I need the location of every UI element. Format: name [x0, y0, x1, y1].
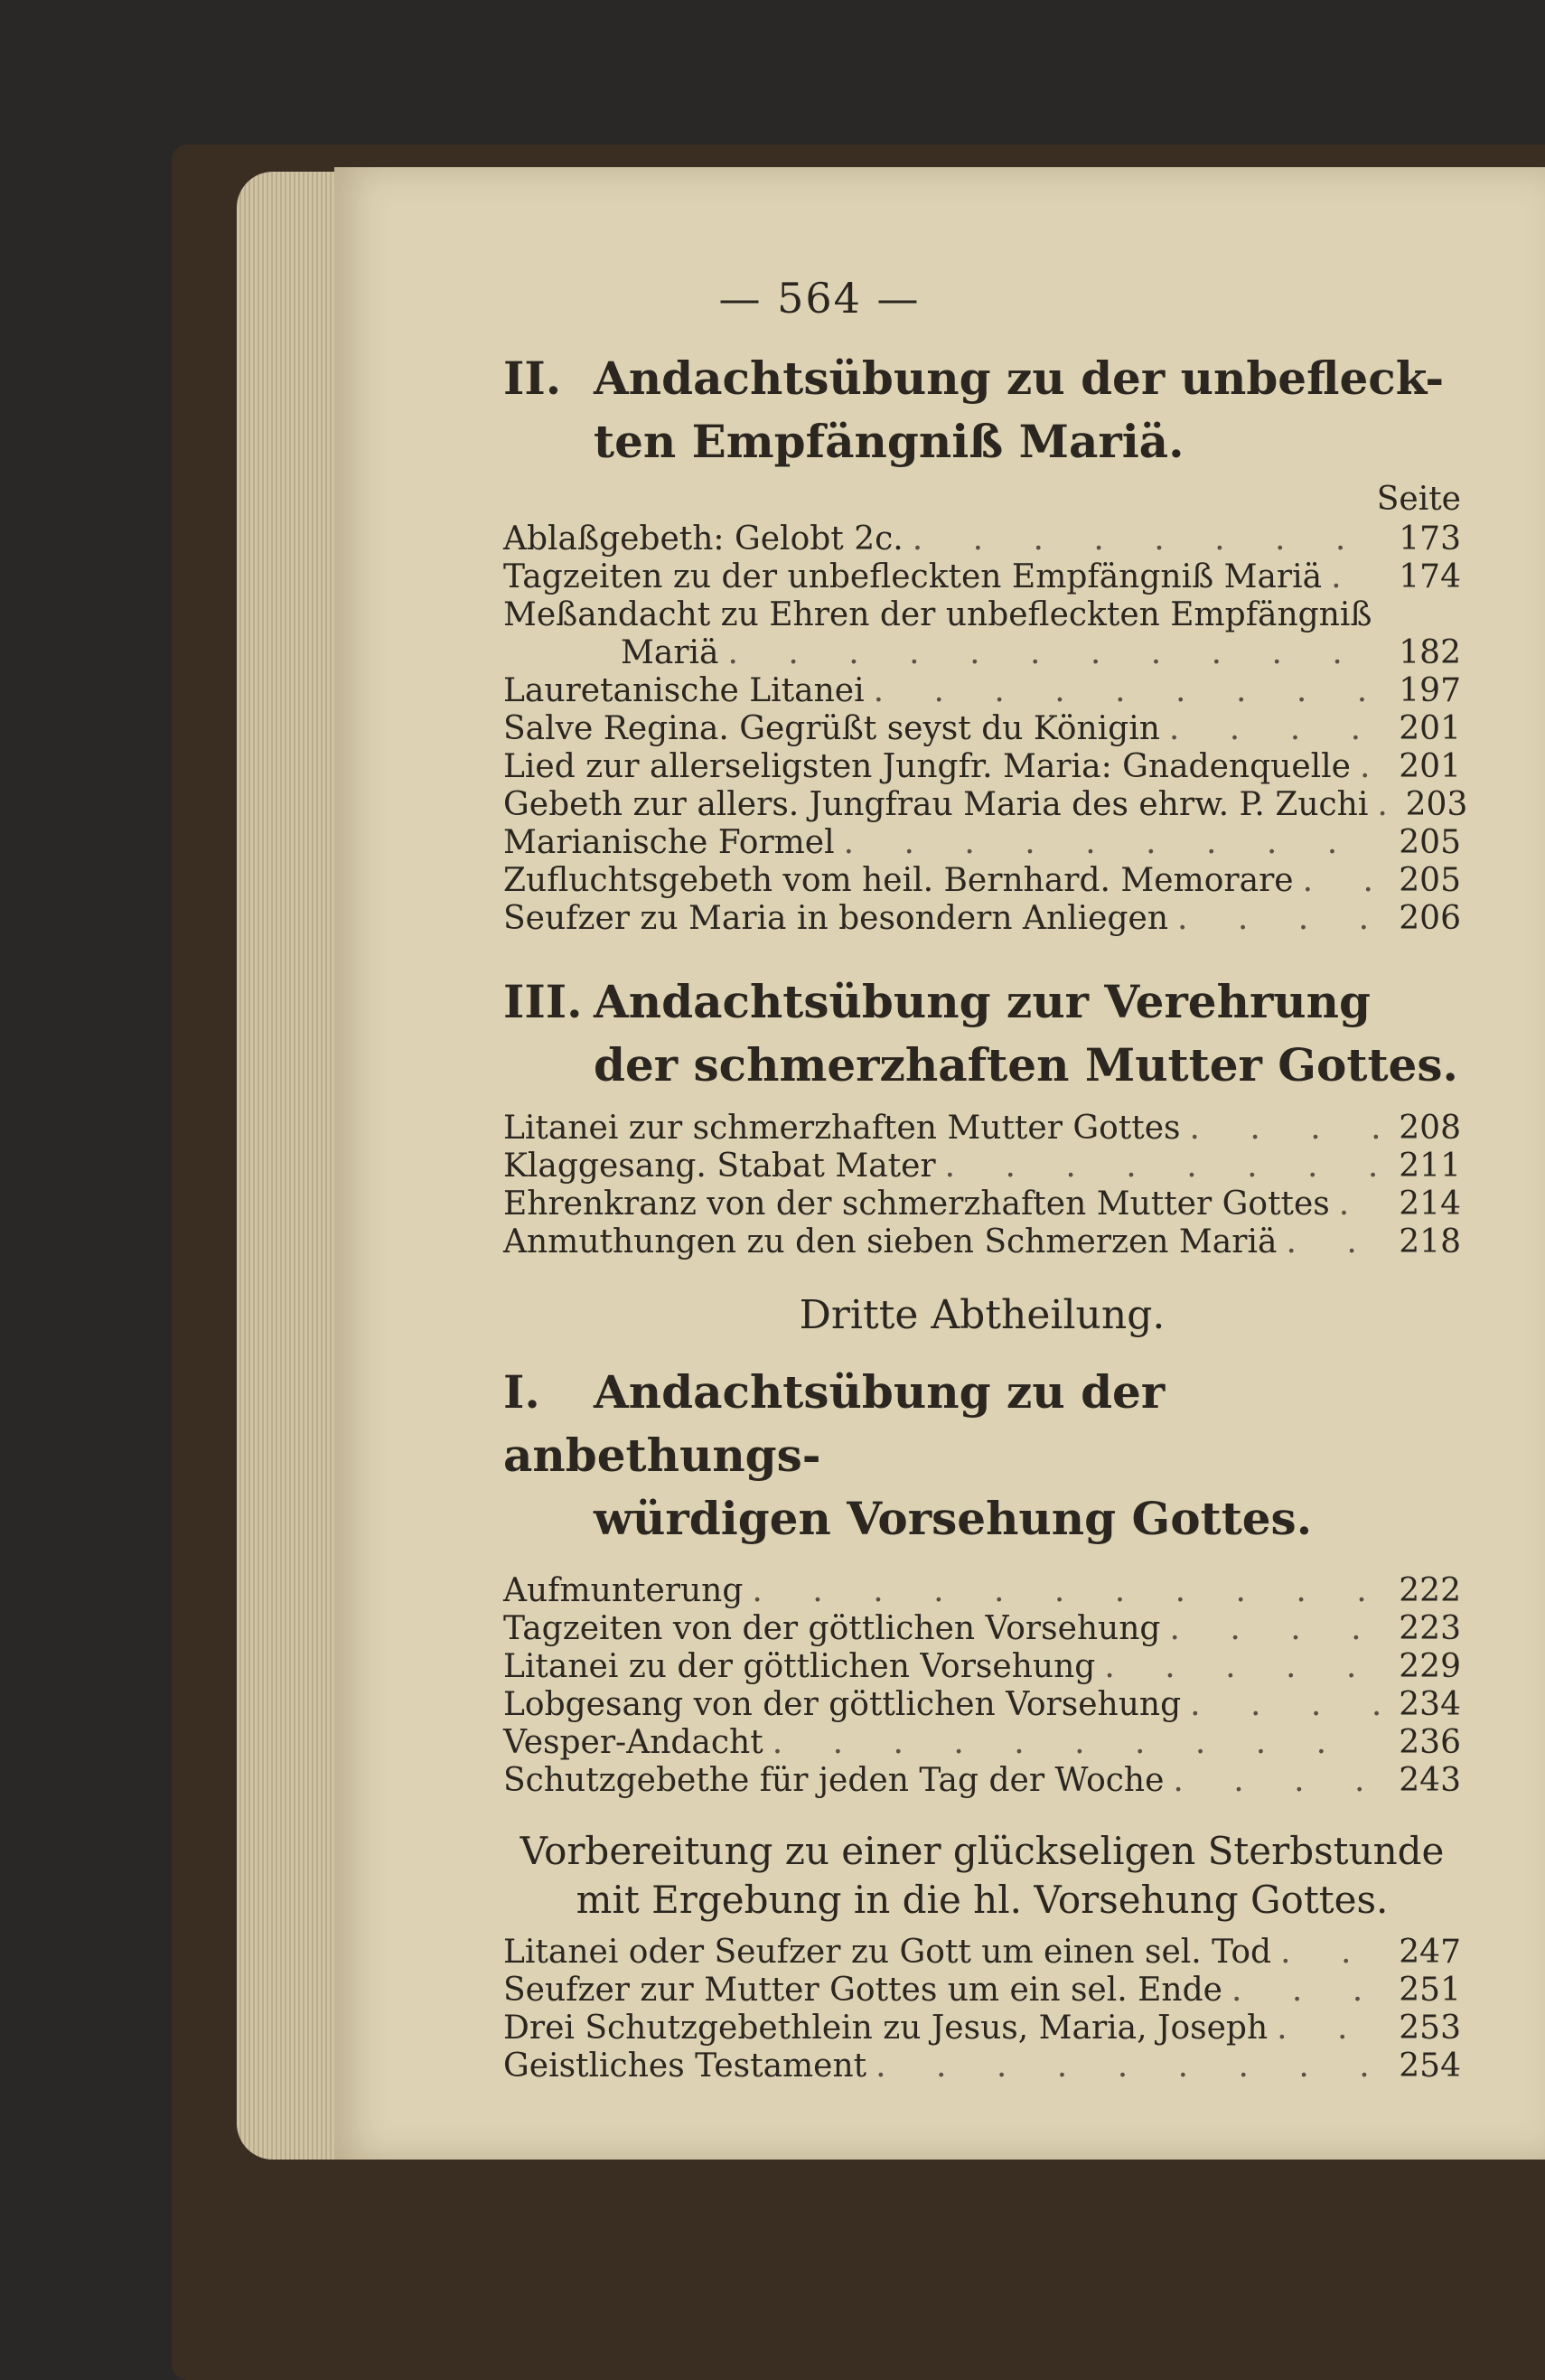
entry-page: 205 — [1399, 862, 1461, 899]
entry-page: 214 — [1399, 1185, 1461, 1223]
toc-entry — [503, 1610, 1461, 1648]
entry-title: Lauretanische Litanei — [503, 672, 865, 709]
entry-page: 222 — [1399, 1572, 1461, 1609]
entry-page: 206 — [1399, 900, 1461, 937]
entry-title: Vesper-Andacht — [503, 1724, 763, 1761]
toc-entry — [503, 1686, 1461, 1724]
entry-title: Tagzeiten von der göttlichen Vorsehung — [503, 1610, 1161, 1647]
entry-title: Lied zur allerseligsten Jungfr. Maria: Gnadenquelle — [503, 748, 1351, 785]
sub-heading-line1: Vorbereitung zu einer glückseligen Sterbstunde — [520, 1829, 1445, 1873]
entry-title: Aufmunterung — [503, 1572, 744, 1609]
toc-entry — [503, 1185, 1461, 1223]
toc-entry — [503, 1724, 1461, 1762]
section-number: III. — [503, 975, 583, 1028]
leader-dots — [1168, 900, 1380, 938]
toc-entry — [503, 1934, 1461, 1972]
leader-dots — [1294, 862, 1380, 900]
entry-title: Salve Regina. Gegrüßt seyst du Königin — [503, 710, 1160, 747]
leader-dots — [1160, 710, 1380, 748]
entry-title: Litanei zur schmerzhaften Mutter Gottes — [503, 1110, 1181, 1147]
leader-dots — [1271, 1934, 1380, 1972]
entry-page: 254 — [1399, 2047, 1461, 2085]
page-edges — [237, 172, 345, 2160]
section-heading — [503, 347, 1461, 473]
toc-entry — [503, 672, 1461, 710]
section-title-line2: würdigen Vorsehung Gottes. — [594, 1492, 1313, 1545]
leader-dots — [719, 634, 1380, 672]
sub-heading-line2: mit Ergebung in die hl. Vorsehung Gottes. — [576, 1878, 1389, 1922]
toc-entry — [503, 710, 1461, 748]
section-title-line1: Andachtsübung zu der unbefleck- — [594, 351, 1445, 405]
entry-page: 236 — [1399, 1724, 1461, 1761]
toc-entry — [503, 900, 1461, 938]
toc-entry — [503, 1762, 1461, 1800]
part-title: Dritte Abtheilung. — [799, 1292, 1166, 1338]
section-heading — [503, 970, 1461, 1097]
section-title-line1: Andachtsübung zu der anbethungs- — [503, 1365, 1166, 1482]
entry-page: 251 — [1399, 1972, 1461, 2009]
toc-entry — [503, 1148, 1461, 1185]
entry-title: Seufzer zu Maria in besondern Anliegen — [503, 900, 1169, 937]
entry-title: Schutzgebethe für jeden Tag der Woche — [503, 1762, 1165, 1799]
leader-dots — [835, 824, 1380, 862]
entry-page: 203 — [1405, 786, 1468, 823]
entry-page: 205 — [1399, 824, 1461, 861]
entry-page: 218 — [1399, 1223, 1461, 1260]
leader-dots — [904, 520, 1380, 558]
leader-dots — [1268, 2010, 1380, 2047]
leader-dots — [1351, 748, 1380, 786]
toc-entry — [503, 1648, 1461, 1686]
toc-list — [503, 1110, 1461, 1261]
leader-dots — [1322, 558, 1380, 596]
leader-dots — [1160, 1610, 1380, 1648]
entry-page: 201 — [1399, 710, 1461, 747]
toc-entry — [503, 748, 1461, 786]
entry-page: 201 — [1399, 748, 1461, 785]
toc-entry — [503, 558, 1461, 596]
entry-title: Meßandacht zu Ehren der unbefleckten Empfängniß — [503, 596, 1372, 633]
leader-dots — [743, 1572, 1380, 1610]
seite-label: Seite — [1376, 481, 1461, 518]
entry-title: Litanei oder Seufzer zu Gott um einen sel. Tod — [503, 1934, 1272, 1971]
toc-entry — [503, 634, 1461, 672]
leader-dots — [763, 1724, 1380, 1762]
toc-list — [503, 520, 1468, 938]
entry-title: Drei Schutzgebethlein zu Jesus, Maria, Joseph — [503, 2010, 1269, 2047]
entry-title: Tagzeiten zu der unbefleckten Empfängniß Mariä — [503, 558, 1323, 595]
toc-entry — [503, 520, 1461, 558]
leader-dots — [1330, 1185, 1380, 1223]
entry-page: 174 — [1399, 558, 1461, 595]
toc-entry — [503, 2047, 1461, 2085]
entry-page: 247 — [1399, 1934, 1461, 1971]
entry-title: Marianische Formel — [503, 824, 835, 861]
leader-dots — [1222, 1972, 1380, 2010]
toc-entry — [503, 824, 1461, 862]
entry-page: 208 — [1399, 1110, 1461, 1147]
leader-dots — [1095, 1648, 1380, 1686]
leader-dots — [1368, 786, 1386, 824]
section-title-line2: ten Empfängniß Mariä. — [594, 415, 1184, 468]
entry-title: Zufluchtsgebeth vom heil. Bernhard. Memorare — [503, 862, 1294, 899]
entry-page: 229 — [1399, 1648, 1461, 1685]
toc-entry — [503, 1572, 1461, 1610]
sub-heading — [503, 1827, 1461, 1925]
section-title-line2: der schmerzhaften Mutter Gottes. — [594, 1038, 1458, 1092]
page-number: — 564 — — [718, 274, 921, 323]
entry-title: Litanei zu der göttlichen Vorsehung — [503, 1648, 1096, 1685]
leader-dots — [1277, 1223, 1380, 1261]
toc-entry — [503, 1110, 1461, 1148]
leader-dots — [1181, 1686, 1380, 1724]
entry-page: 211 — [1399, 1148, 1461, 1185]
entry-title: Ablaßgebeth: Gelobt 2c. — [503, 520, 904, 558]
leader-dots — [1181, 1110, 1381, 1148]
entry-title: Anmuthungen zu den sieben Schmerzen Mariä — [503, 1223, 1278, 1260]
entry-title: Ehrenkranz von der schmerzhaften Mutter Gottes — [503, 1185, 1330, 1223]
entry-page: 182 — [1399, 634, 1461, 671]
entry-title: Geistliches Testament — [503, 2047, 867, 2085]
leader-dots — [1164, 1762, 1380, 1800]
entry-page: 173 — [1399, 520, 1461, 558]
entry-title: Mariä — [621, 634, 719, 671]
toc-entry — [503, 862, 1461, 900]
section-number: I. — [503, 1365, 540, 1419]
section-title-line1: Andachtsübung zur Verehrung — [594, 975, 1371, 1028]
toc-list — [503, 1572, 1461, 1800]
section-number: II. — [503, 351, 562, 405]
page-content — [503, 262, 1468, 2085]
toc-entry — [503, 2010, 1461, 2047]
entry-title: Gebeth zur allers. Jungfrau Maria des ehrw. P. Zuchi — [503, 786, 1369, 823]
entry-page: 243 — [1399, 1762, 1461, 1799]
section-heading — [503, 1361, 1461, 1551]
toc-entry — [503, 1223, 1461, 1261]
toc-entry — [503, 1972, 1461, 2010]
toc-entry — [503, 596, 1461, 634]
entry-page: 197 — [1399, 672, 1461, 709]
entry-title: Klaggesang. Stabat Mater — [503, 1148, 936, 1185]
leader-dots — [865, 672, 1380, 710]
entry-page: 223 — [1399, 1610, 1461, 1647]
leader-dots — [936, 1148, 1380, 1185]
entry-title: Lobgesang von der göttlichen Vorsehung — [503, 1686, 1182, 1723]
toc-entry — [503, 786, 1468, 824]
entry-page: 253 — [1399, 2010, 1461, 2047]
entry-page: 234 — [1399, 1686, 1461, 1723]
entry-title: Seufzer zur Mutter Gottes um ein sel. Ende — [503, 1972, 1222, 2009]
leader-dots — [866, 2047, 1380, 2085]
toc-list — [503, 1934, 1461, 2085]
